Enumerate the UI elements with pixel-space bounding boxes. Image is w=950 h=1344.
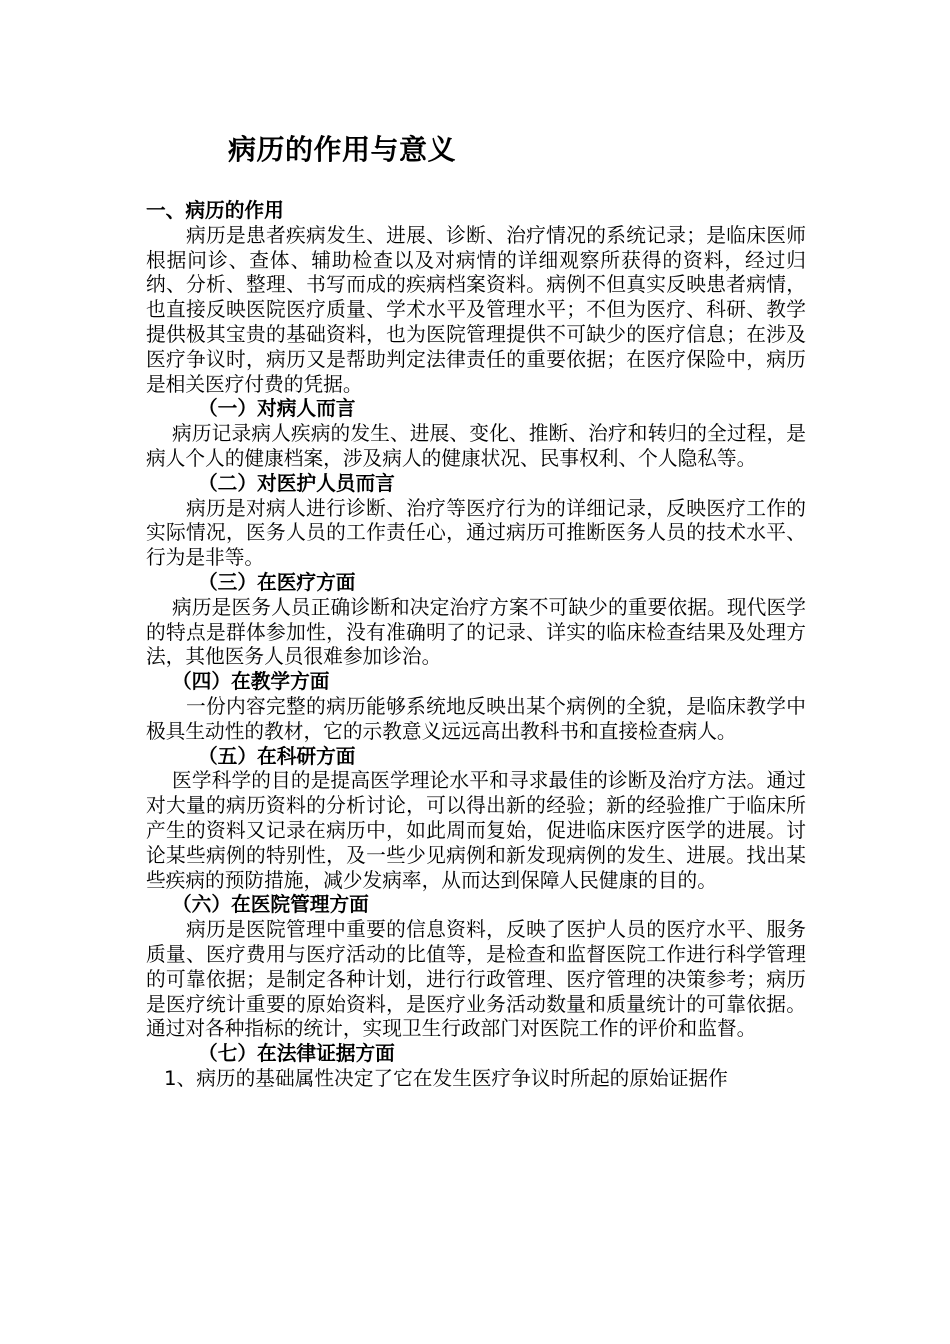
subsection-heading-teaching: （四）在教学方面 — [172, 670, 330, 694]
document-title: 病历的作用与意义 — [228, 133, 457, 166]
subsection-text-research: 医学科学的目的是提高医学理论水平和寻求最佳的诊断及治疗方法。通过对大量的病历资料的分析讨论，可以得出新的经验；新的经验推广于临床所产生的资料又记录在病历中，如此周而复始，促进临床医疗医学的进展。讨论某些病例的特别性，及一些少见病例和新发现病例的发生、进展。找出某些疾病的预防措施，减少发病率，从而达到保障人民健康的目的。 — [146, 769, 806, 892]
section-heading: 一、病历的作用 — [146, 199, 284, 222]
subsection-heading-legal-evidence: （七）在法律证据方面 — [198, 1042, 395, 1066]
subsection-text-patient: 病历记录病人疾病的发生、进展、变化、推断、治疗和转归的全过程，是病人个人的健康档案，涉及病人的健康状况、民事权利、个人隐私等。 — [146, 422, 806, 470]
subsection-heading-medical: （三）在医疗方面 — [198, 570, 356, 594]
subsection-heading-medical-staff: （二）对医护人员而言 — [198, 471, 395, 495]
subsection-text-hospital-management: 病历是医院管理中重要的信息资料，反映了医护人员的医疗水平、服务质量、医疗费用与医疗活动的比值等，是检查和监督医院工作进行科学管理的可靠依据；是制定各种计划，进行行政管理、医疗管理的决策参考；病历是医疗统计重要的原始资料，是医疗业务活动数量和质量统计的可靠依据。通过对各种指标的统计，实现卫生行政部门对医院工作的评价和监督。 — [146, 918, 806, 1041]
document-body — [146, 199, 806, 1092]
subsection-heading-patient: （一）对病人而言 — [198, 397, 356, 421]
subsection-text-medical: 病历是医务人员正确诊断和决定治疗方案不可缺少的重要依据。现代医学的特点是群体参加性，没有准确明了的记录、详实的临床检查结果及处理方法，其他医务人员很难参加诊治。 — [146, 595, 806, 669]
intro-paragraph: 病历是患者疾病发生、进展、诊断、治疗情况的系统记录；是临床医师根据问诊、查体、辅助检查以及对病情的详细观察所获得的资料，经过归纳、分析、整理、书写而成的疾病档案资料。病例不但真实反映患者病情，也直接反映医院医疗质量、学术水平及管理水平；不但为医疗、科研、教学提供极其宝贵的基础资料，也为医院管理提供不可缺少的医疗信息；在涉及医疗争议时，病历又是帮助判定法律责任的重要依据；在医疗保险中，病历是相关医疗付费的凭据。 — [146, 223, 806, 396]
subsection-text-medical-staff: 病历是对病人进行诊断、治疗等医疗行为的详细记录，反映医疗工作的实际情况，医务人员的工作责任心，通过病历可推断医务人员的技术水平、行为是非等。 — [146, 496, 806, 570]
subsection-text-legal-evidence: 1、病历的基础属性决定了它在发生医疗争议时所起的原始证据作 — [164, 1066, 728, 1090]
subsection-heading-hospital-management: （六）在医院管理方面 — [172, 893, 369, 917]
subsection-text-teaching: 一份内容完整的病历能够系统地反映出某个病例的全貌，是临床教学中极具生动性的教材，它的示教意义远远高出教科书和直接检查病人。 — [146, 694, 806, 743]
subsection-heading-research: （五）在科研方面 — [198, 744, 356, 768]
